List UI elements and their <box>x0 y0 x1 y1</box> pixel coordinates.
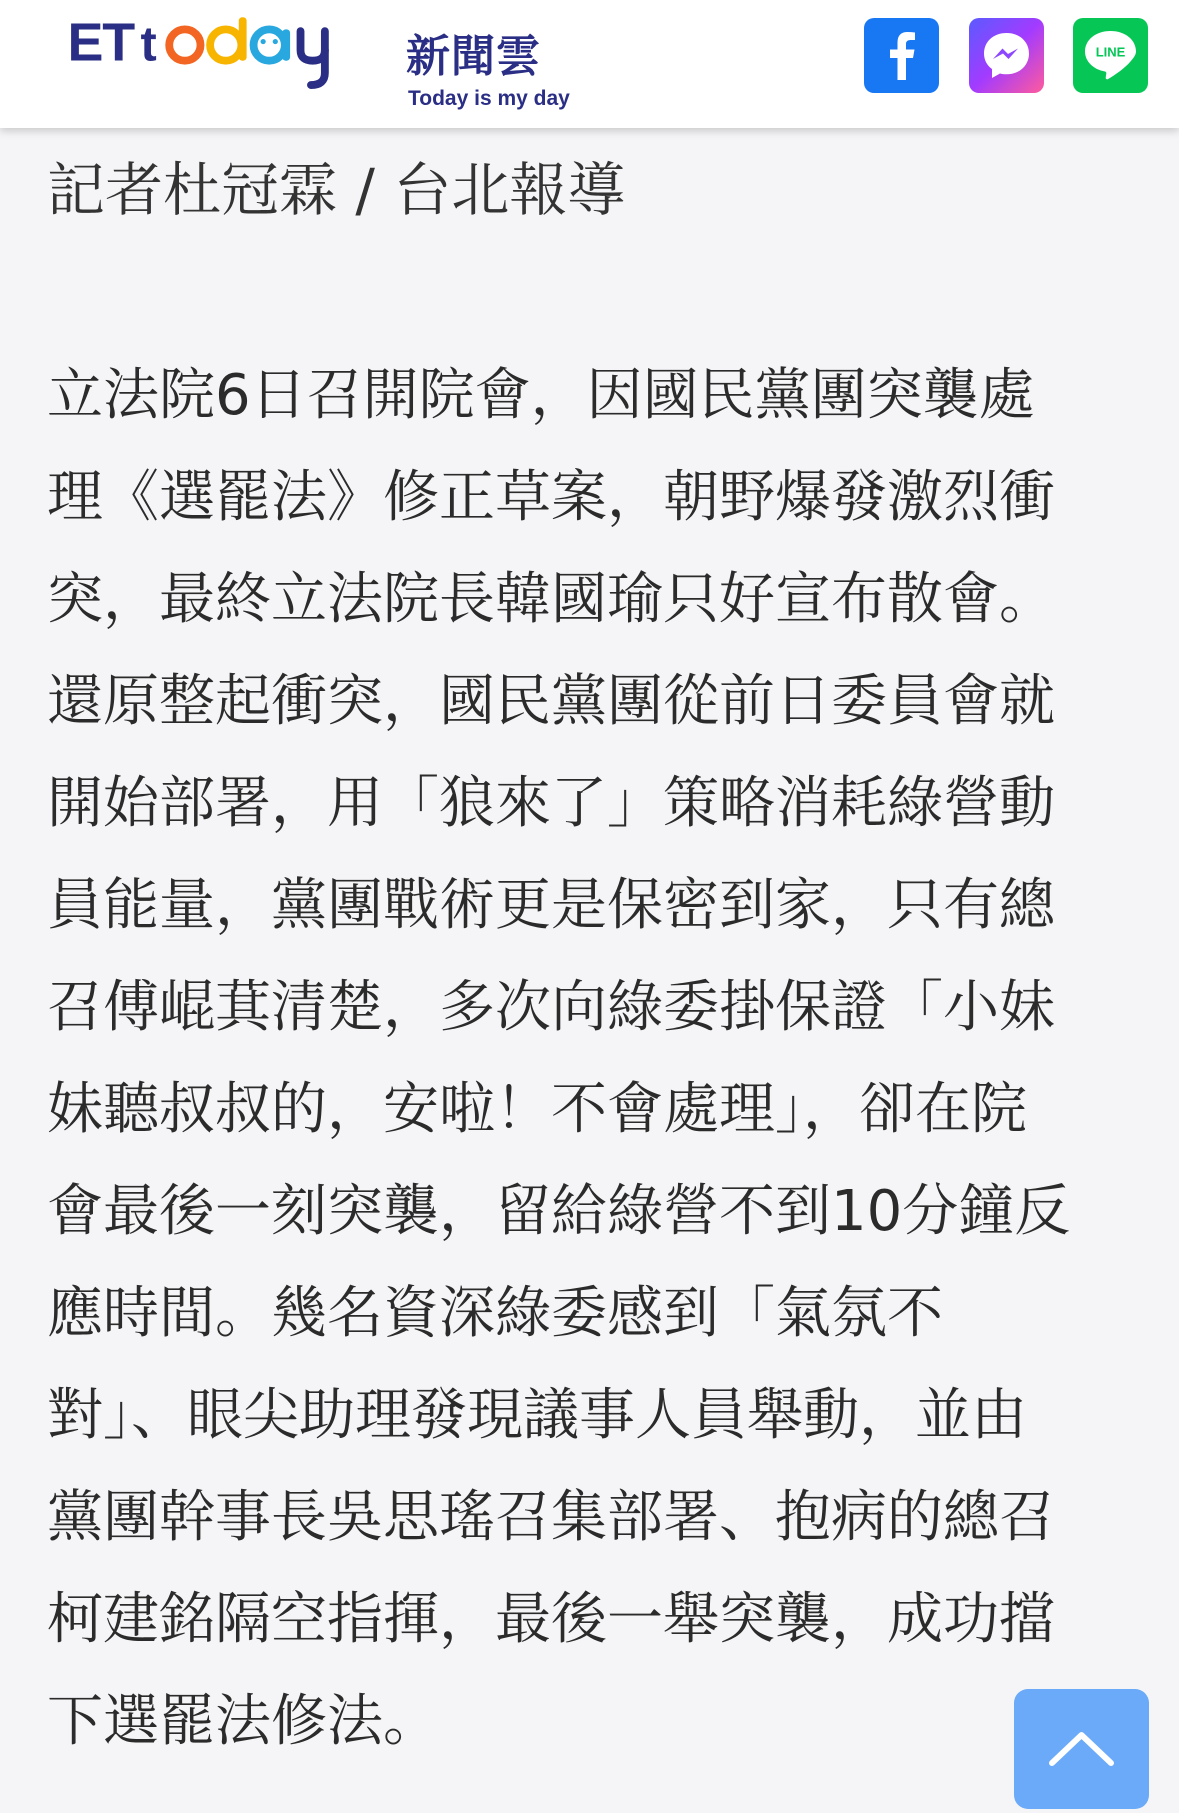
paragraph-line: 下選罷法修法。 <box>47 1689 439 1754</box>
paragraph-line: 理《選罷法》修正草案，朝野爆發激烈衝 <box>47 465 1055 530</box>
facebook-icon <box>864 18 939 93</box>
logo-cjk-text: 新聞雲 <box>406 31 541 82</box>
paragraph-line: 召傅崐萁清楚，多次向綠委掛保證「小妹 <box>47 975 1055 1040</box>
paragraph-line: 員能量，黨團戰術更是保密到家，只有總 <box>47 873 1055 938</box>
line-icon <box>1073 18 1148 93</box>
article-paragraph <box>47 345 1127 1773</box>
logo-tagline: Today is my day <box>408 87 570 110</box>
back-to-top-button[interactable] <box>1014 1689 1149 1809</box>
paragraph-line: 會最後一刻突襲，留給綠營不到10分鐘反 <box>47 1179 1071 1244</box>
ettoday-logo[interactable] <box>44 12 584 112</box>
ettoday-wordmark <box>44 12 404 92</box>
paragraph-line: 對」、眼尖助理發現議事人員舉動，並由 <box>47 1383 1027 1448</box>
paragraph-line: 妹聽叔叔的，安啦！不會處理」，卻在院 <box>47 1077 1027 1142</box>
paragraph-line: 還原整起衝突，國民黨團從前日委員會就 <box>47 669 1055 734</box>
svg-text:t: t <box>140 17 157 72</box>
chevron-up-icon <box>1014 1689 1149 1809</box>
paragraph-line: 開始部署，用「狼來了」策略消耗綠營動 <box>47 771 1055 836</box>
svg-text:E: E <box>67 12 104 73</box>
site-header <box>0 0 1179 128</box>
line-share-button[interactable] <box>1073 18 1148 93</box>
paragraph-line: 黨團幹事長吳思瑤召集部署、抱病的總召 <box>47 1485 1055 1550</box>
paragraph-line: 柯建銘隔空指揮，最後一舉突襲，成功擋 <box>47 1587 1055 1652</box>
paragraph-line: 突，最終立法院長韓國瑜只好宣布散會。 <box>47 567 1055 632</box>
messenger-share-button[interactable] <box>969 18 1044 93</box>
svg-text:T: T <box>102 12 136 73</box>
line-label: LINE <box>1095 44 1126 60</box>
paragraph-line: 立法院6日召開院會，因國民黨團突襲處 <box>47 363 1035 428</box>
paragraph-line: 應時間。幾名資深綠委感到「氣氛不 <box>47 1281 943 1346</box>
article-byline: 記者杜冠霖 / 台北報導 <box>47 156 626 224</box>
facebook-share-button[interactable] <box>864 18 939 93</box>
messenger-icon <box>969 18 1044 93</box>
